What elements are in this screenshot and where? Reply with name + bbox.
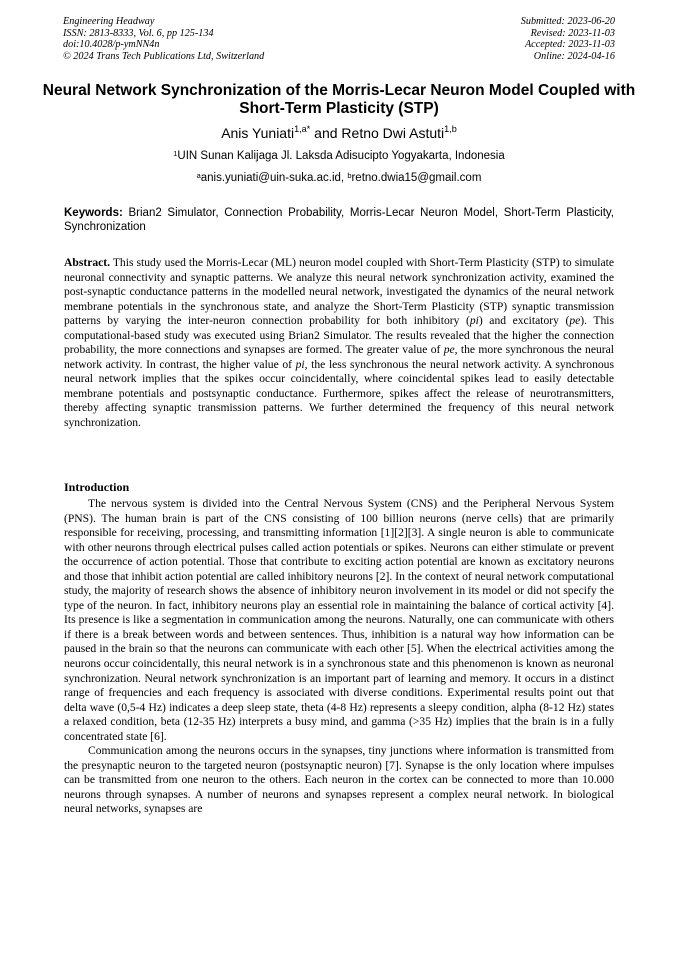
journal-name: Engineering Headway <box>63 16 155 27</box>
author-2: Retno Dwi Astuti <box>341 125 445 141</box>
submitted-date: Submitted: 2023-06-20 <box>520 16 615 27</box>
abstract-text: ). This computational-based study was executed using Brian2 Simulator. The results revealed that the higher the connection probability, the more connections and synapses are formed. The greater value of <box>64 314 615 357</box>
abstract-text: This study used the Morris-Lecar (ML) neuron model coupled with Short-Term Plasticity (STP) to simulate neuronal connectivity and synaptic patterns. We analyze this neural network synchronization activity, examined the post-synaptic conductance patterns in the modelled neural network, investigated the dynamics of the neural network membrane potentials in the synchronous state, and analyze the Short-Term Plasticity (STP) synaptic transmission patterns by varying the inter-neuron connection probability for both inhibitory ( <box>64 256 614 328</box>
keywords-label: Keywords: <box>64 207 123 219</box>
affiliation <box>0 150 678 162</box>
authors <box>0 125 678 141</box>
aff-text: UIN Sunan Kalijaga Jl. Laksda Adisucipto Yogyakarta, Indonesia <box>177 150 505 162</box>
journal-info <box>63 16 264 62</box>
email-a[interactable]: anis.yuniati@uin-suka.ac.id, <box>200 172 348 184</box>
email-b[interactable]: retno.dwia15@gmail.com <box>351 172 482 184</box>
abstract-var: pi, <box>295 357 308 371</box>
online-date: Online: 2024-04-16 <box>533 50 615 62</box>
dates <box>521 16 615 62</box>
email-b-sup: b <box>347 171 352 180</box>
copyright: © 2024 Trans Tech Publications Ltd, Switzerland <box>63 50 265 62</box>
abstract <box>64 256 614 431</box>
paragraph: The nervous system is divided into the Central Nervous System (CNS) and the Peripheral Nervous System (PNS). The human brain is part of the CNS consisting of 100 billion neurons (nerve cells) that are primarily responsible for receiving, processing, and transmitting information [1][2][3]. A single neuron is able to communicate with other neurons through electrical pulses called action potentials or spikes. Neurons can either stimulate or prevent the occurrence of action potential. Those that contribute to exciting action potential are known as excitatory neurons and those that inhibit action potential are called inhibitory neurons [2]. In the context of neural network computational study, the majority of research shows the absence of inhibitory neuron involvement in its model or did not specify the type of the neuron. In fact, inhibitory neurons play an essential role in maintaining the balance of cortical activity [4]. Its presence is like a segmentation in communication among the neurons. Naturally, one can communicate with others if there is a break between words and between sentences. Thus, inhibition is a natural way how information can be paused in the brain so that the neurons can communicate with each other [5]. When the electrical activities among the neurons occur coincidentally, this neural network is in a synchronous state and this phenomenon is known as neuronal synchronization. Neural network synchronization is an important part of learning and memory. It occurs in a distinct range of frequencies and each frequency is associated with diverse conditions. Experimental results point out that delta wave (0,5-4 Hz) indicates a deep sleep state, theta (4-8 Hz) represents a sleepy condition, alpha (8-12 Hz) states a relaxed condition, beta (12-35 Hz) interprets a busy mind, and gamma (>35 Hz) implies that the brain is in a fully concentrated state [6]. <box>64 497 614 743</box>
aff-sup: 1 <box>173 149 178 158</box>
paper-title: Neural Network Synchronization of the Morris-Lecar Neuron Model Coupled with Short-Term Plasticity (STP) <box>42 82 636 117</box>
introduction-body <box>64 497 614 817</box>
abstract-text: the more synchronous the neural network activity. In contrast, the higher value of <box>64 343 614 371</box>
abstract-var: pi <box>469 314 479 328</box>
abstract-var: pe, <box>443 343 458 357</box>
author-2-sup: 1,b <box>444 124 457 134</box>
revised-date: Revised: 2023-11-03 <box>530 27 615 39</box>
abstract-var: pe <box>569 314 581 328</box>
section-heading: Introduction <box>64 480 130 494</box>
paragraph: Communication among the neurons occurs in the synapses, tiny junctions where information is transmitted from the presynaptic neuron to the targeted neuron (postsynaptic neuron) [7]. Synapse is the only location where impulses can be transmitted from one neuron to the others. Each neuron in the cortex can be connected to more than 10.000 neurons through synapses. A number of neurons and synapses represent a complex neural network. In biological neural networks, synapses are <box>64 744 614 816</box>
keywords <box>64 206 614 234</box>
doi: doi:10.4028/p-ymNN4n <box>63 39 160 51</box>
author-1-sup: 1,a* <box>294 124 311 134</box>
abstract-text: ) and excitatory ( <box>478 314 570 328</box>
emails <box>0 172 678 184</box>
author-1: Anis Yuniati <box>221 125 295 141</box>
and: and <box>310 125 342 141</box>
abstract-label: Abstract. <box>64 256 111 269</box>
email-a-sup: a <box>196 171 201 180</box>
issn: ISSN: 2813-8333, Vol. 6, pp 125-134 <box>63 27 214 39</box>
accepted-date: Accepted: 2023-11-03 <box>524 39 615 51</box>
abstract-text: the less synchronous the neural network activity. A synchronous neural network implies that the spikes occur coincidentally, where coincidental spikes lead to easily detectable membrane potentials and postsynaptic conductance. Furthermore, spikes affect the release of neurotransmitters, thereby affecting synaptic transmission patterns. We further determined the frequency of this neural network synchronization. <box>64 357 614 430</box>
keywords-text: Brian2 Simulator, Connection Probability, Morris-Lecar Neuron Model, Short-Term Plasticity, Synchronization <box>64 207 614 233</box>
